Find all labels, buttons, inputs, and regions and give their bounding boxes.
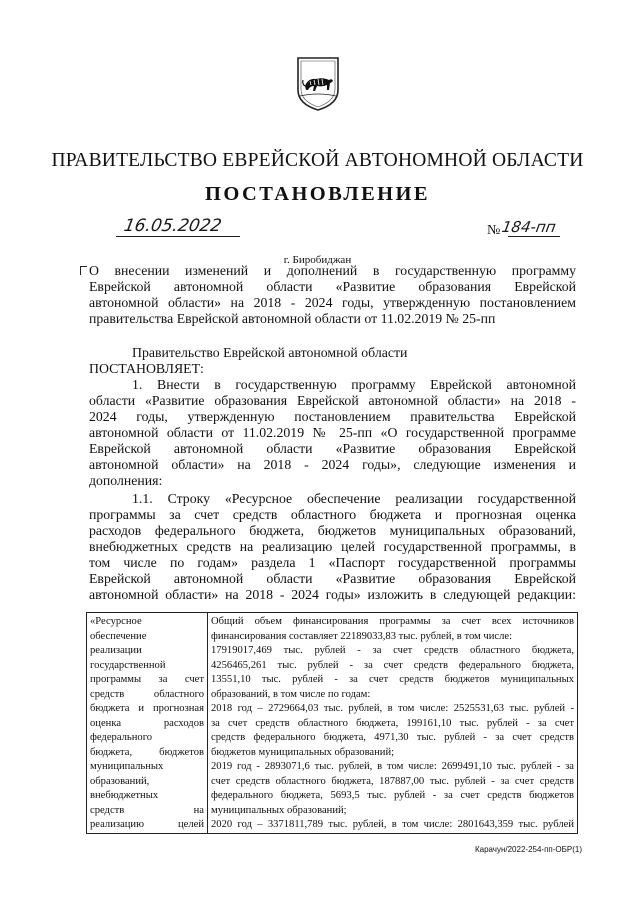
preamble-line: ПОСТАНОВЛЯЕТ: — [89, 361, 204, 376]
title-corner-mark — [80, 266, 87, 275]
cell-line: счет средств областного бюджета, 187887,00 тыс. рублей - за счет средств — [211, 775, 574, 787]
cell-line: средств областного — [90, 688, 204, 700]
resource-table — [86, 612, 578, 834]
table-cell-value — [208, 613, 578, 834]
item11-line: расходов федерального бюджета, бюджетов муниципальных образований, — [89, 523, 576, 538]
cell-line: образований, в том числе по годам: — [211, 688, 371, 700]
cell-line: государственной — [90, 659, 166, 671]
handwritten-number: 184-пп — [500, 218, 558, 236]
cell-line: программы за счет — [90, 674, 204, 685]
cell-line: финансирования составляет 22189033,83 тыс. рублей, в том числе: — [211, 630, 513, 642]
cell-line: 2020 год – 3371811,789 тыс. рублей, в том числе: 2801643,359 тыс. рублей — [211, 819, 574, 830]
cell-line: 2019 год - 2893071,6 тыс. рублей, в том числе: 2699491,10 тыс. рублей - за — [211, 761, 574, 772]
table-cell-label — [87, 613, 208, 834]
cell-line: Общий объем финансирования программы за счет всех источников — [211, 616, 574, 627]
cell-line: средств федерального бюджета, 4971,30 тыс. рублей - за счет средств — [211, 732, 574, 743]
handwritten-date: 16.05.2022 — [122, 216, 224, 236]
title-line: О внесении изменений и дополнений в государственную программу — [89, 263, 576, 278]
item11-line: программы за счет средств областного бюджета и прогнозная оценка — [89, 507, 576, 522]
cell-line: за счет средств областного бюджета, 199161,10 тыс. рублей - за счет — [211, 717, 574, 729]
item1-line: дополнения: — [89, 473, 163, 488]
government-title: ПРАВИТЕЛЬСТВО ЕВРЕЙСКОЙ АВТОНОМНОЙ ОБЛАСТИ — [51, 150, 584, 171]
item1-line: Еврейской автономной области «Развитие образования Еврейской — [89, 441, 576, 456]
coat-of-arms-tiger-icon — [296, 56, 340, 112]
item1-line: 2024 годы, утвержденную постановлением правительства Еврейской — [89, 409, 576, 424]
title-line: Еврейской автономной области «Развитие образования Еврейской — [89, 279, 576, 294]
cell-line: бюджета, бюджетов — [90, 746, 204, 758]
item11-line: том числе по годам» раздела 1 «Паспорт государственной программы — [89, 555, 576, 570]
number-underline — [508, 236, 560, 237]
cell-line: 2018 год – 2729664,03 тыс. рублей, в том числе: 2525531,63 тыс. рублей - — [211, 703, 574, 714]
cell-line: федерального — [90, 732, 153, 743]
cell-line: бюджета и прогнозная — [90, 703, 204, 714]
document-reference-footer: Карачун/2022-254-пп-ОБР(1) — [474, 845, 582, 854]
cell-line: реализации — [90, 645, 142, 656]
item11-line: внебюджетных средств на реализацию целей государственной программы, в — [89, 539, 576, 554]
city-name: г. Биробиджан — [283, 254, 352, 266]
item1-line: автономной области» на 2018 - 2024 годы», следующие изменения и — [89, 457, 576, 472]
cell-line: муниципальных — [90, 761, 164, 772]
cell-line: 17919017,469 тыс. рублей - за счет средств областного бюджета, — [211, 645, 574, 656]
cell-line: образований, — [90, 775, 150, 787]
document-type: ПОСТАНОВЛЕНИЕ — [205, 183, 430, 205]
item11-line: 1.1. Строку «Ресурсное обеспечение реализации государственной — [132, 491, 576, 506]
cell-line: муниципальных образований; — [211, 804, 347, 816]
cell-line: бюджетов муниципальных образований; — [211, 746, 395, 758]
cell-line: средств на — [90, 804, 204, 816]
cell-line: внебюджетных — [90, 790, 159, 801]
preamble-line: Правительство Еврейской автономной области — [132, 345, 408, 360]
item1-line: автономной области от 11.02.2019 № 25-пп «О государственной программе — [89, 425, 576, 440]
title-line: правительства Еврейской автономной области от 11.02.2019 № 25-пп — [89, 311, 496, 326]
cell-line: оценка расходов — [90, 717, 204, 729]
cell-line: 4256465,261 тыс. рублей - за счет средств федерального бюджета, — [211, 659, 574, 671]
number-sign: № — [487, 223, 501, 238]
item11-line: автономной области» на 2018 - 2024 годы» изложить в следующей редакции: — [89, 587, 576, 602]
item1-line: 1. Внести в государственную программу Еврейской автономной — [132, 377, 576, 392]
title-line: автономной области» на 2018 - 2024 годы, утвержденную постановлением — [89, 295, 576, 310]
cell-line: «Ресурсное — [90, 616, 142, 627]
cell-line: федерального бюджета, 5693,5 тыс. рублей - за счет средств бюджетов — [211, 790, 574, 801]
cell-line: обеспечение — [90, 630, 147, 642]
item1-line: области «Развитие образования Еврейской автономной области» на 2018 - — [89, 393, 576, 408]
table-row — [87, 613, 578, 834]
item11-line: Еврейской автономной области «Развитие образования Еврейской — [89, 571, 576, 586]
cell-line: реализацию целей — [90, 819, 204, 830]
date-underline — [116, 236, 240, 237]
cell-line: 13551,10 тыс. рублей - за счет средств бюджетов муниципальных — [211, 674, 574, 685]
